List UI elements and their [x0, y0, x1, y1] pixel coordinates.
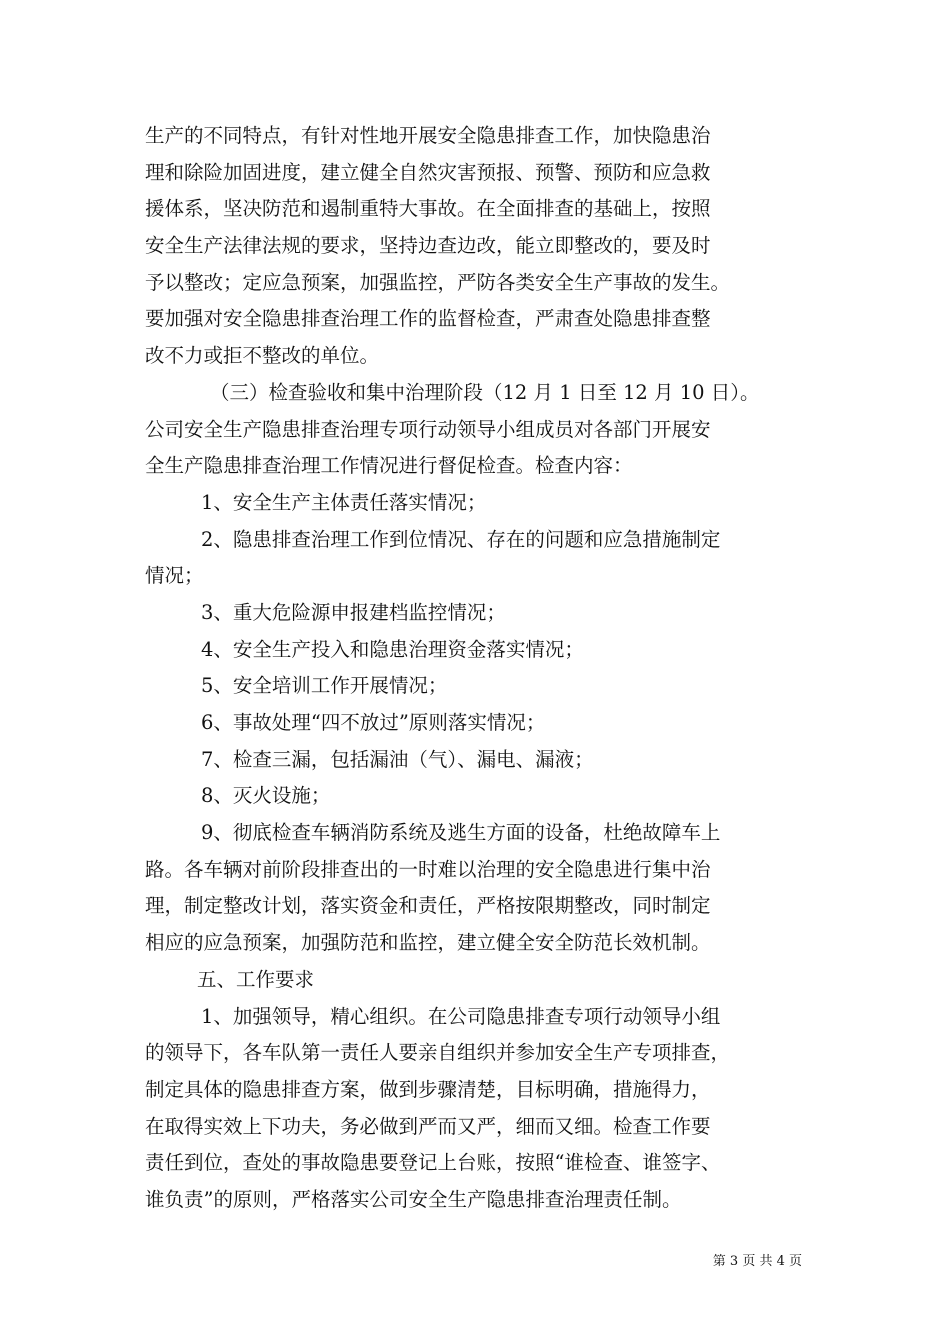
text-line: 在取得实效上下功夫，务必做到严而又严，细而又细。检查工作要	[145, 1114, 711, 1138]
text-line: 全生产隐患排查治理工作情况进行督促检查。检查内容：	[145, 454, 633, 478]
text-line: 4、安全生产投入和隐患治理资金落实情况；	[201, 637, 584, 661]
document-body	[145, 118, 810, 1219]
text-line: 理，制定整改计划，落实资金和责任，严格按限期整改，同时制定	[145, 894, 711, 918]
text-line: 公司安全生产隐患排查治理专项行动领导小组成员对各部门开展安	[145, 417, 711, 441]
text-line: 谁负责”的原则，严格落实公司安全生产隐患排查治理责任制。	[145, 1187, 682, 1211]
text-line: 要加强对安全隐患排查治理工作的监督检查，严肃查处隐患排查整	[145, 307, 711, 331]
text-line: 援体系，坚决防范和遏制重特大事故。在全面排查的基础上，按照	[145, 197, 711, 221]
text-line: （三）检查验收和集中治理阶段（12 月 1 日至 12 月 10 日）。	[210, 380, 760, 404]
text-line: 情况；	[145, 564, 204, 588]
text-line: 五、工作要求	[197, 967, 315, 991]
text-line: 7、检查三漏，包括漏油（气）、漏电、漏液；	[201, 747, 594, 771]
text-line: 改不力或拒不整改的单位。	[145, 344, 380, 368]
text-line: 5、安全培训工作开展情况；	[201, 674, 448, 698]
text-line: 2、隐患排查治理工作到位情况、存在的问题和应急措施制定	[201, 527, 721, 551]
page-number: 第 3 页 共 4 页	[712, 1254, 802, 1269]
text-line: 1、加强领导，精心组织。在公司隐患排查专项行动领导小组	[201, 1004, 721, 1028]
text-line: 3、重大危险源申报建档监控情况；	[201, 600, 506, 624]
text-line: 路。各车辆对前阶段排查出的一时难以治理的安全隐患进行集中治	[145, 857, 711, 881]
text-line: 的领导下，各车队第一责任人要亲自组织并参加安全生产专项排查，	[145, 1041, 731, 1065]
text-line: 1、安全生产主体责任落实情况；	[201, 490, 487, 514]
text-line: 9、彻底检查车辆消防系统及逃生方面的设备，杜绝故障车上	[201, 821, 721, 845]
text-line: 相应的应急预案，加强防范和监控，建立健全安全防范长效机制。	[145, 931, 711, 955]
text-line: 制定具体的隐患排查方案，做到步骤清楚，目标明确，措施得力，	[145, 1077, 711, 1101]
text-line: 8、灭火设施；	[201, 784, 331, 808]
text-line: 责任到位，查处的事故隐患要登记上台账，按照“谁检查、谁签字、	[145, 1151, 721, 1175]
text-line: 生产的不同特点，有针对性地开展安全隐患排查工作，加快隐患治	[145, 124, 711, 147]
text-line: 予以整改；定应急预案，加强监控，严防各类安全生产事故的发生。	[145, 270, 731, 294]
text-line: 理和除险加固进度，建立健全自然灾害预报、预警、预防和应急救	[145, 160, 711, 184]
text-line: 安全生产法律法规的要求，坚持边查边改，能立即整改的，要及时	[145, 234, 711, 258]
text-line: 6、事故处理“四不放过”原则落实情况；	[201, 711, 546, 734]
